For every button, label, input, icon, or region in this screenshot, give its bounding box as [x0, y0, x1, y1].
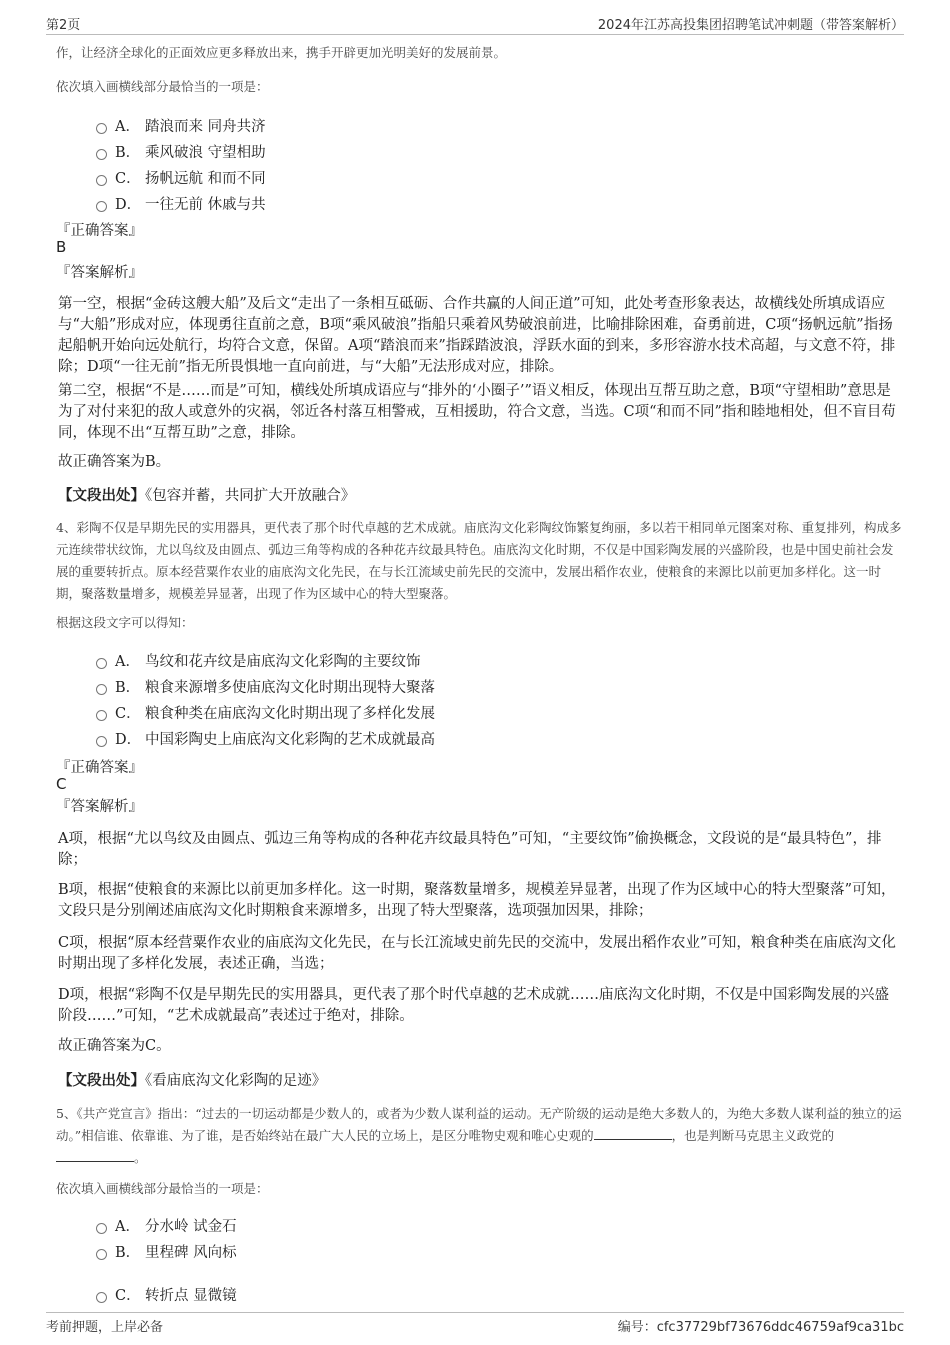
- radio-icon[interactable]: [96, 710, 107, 721]
- page-number: 第2页: [46, 18, 81, 33]
- q3-analysis-para-1: 第一空，根据“金砖这艘大船”及后文“走出了一条相互砥砺、合作共赢的人间正道”可知，此处考查形象表达，故横线处所填成语应与“大船”形成对应，体现勇往直前之意，B项“乘风破浪”指船只乘着风势破浪前进，比喻排除困难，奋勇前进，C项“扬帆远航”指扬起船帆开始向远处航行，均符合文意，保留。A项“踏浪而来”指踩踏波浪，浮跃水面的到来，多形容游水技术高超，与文意不符，排除；D项“一往无前”指无所畏惧地一直向前进，与“大船”无法形成对应，排除。: [58, 296, 896, 375]
- q4-analysis-b: B项，根据“使粮食的来源比以前更加多样化。这一时期，聚落数量增多，规模差异显著，出现了作为区域中心的特大型聚落”可知，文段只是分别阐述庙底沟文化时期粮食来源增多，出现了特大型聚落，选项强加因果，排除；: [58, 882, 896, 919]
- q3-prompt: 依次填入画横线部分最恰当的一项是：: [56, 79, 269, 94]
- q3-intro-tail: 作，让经济全球化的正面效应更多释放出来，携手开辟更加光明美好的发展前景。: [56, 45, 507, 60]
- radio-icon[interactable]: [96, 684, 107, 695]
- q5-option-c[interactable]: C． 转折点 显微镜: [96, 1284, 237, 1305]
- q4-option-d[interactable]: D． 中国彩陶史上庙底沟文化彩陶的艺术成就最高: [96, 728, 435, 749]
- q3-analysis-para-2: 第二空，根据“不是……而是”可知，横线处所填成语应与“排外的‘小圈子’”语义相反，体现出互帮互助之意，B项“守望相助”意思是为了对付来犯的敌人或意外的灾祸，邻近各村落互相警戒，互相援助，符合文意，当选。C项“和而不同”指和睦地相处，但不盲目苟同，体现不出“互帮互助”之意，排除。: [58, 383, 896, 441]
- q3-option-d[interactable]: D． 一往无前 休戚与共: [96, 193, 266, 214]
- q5-option-a[interactable]: A． 分水岭 试金石: [96, 1215, 237, 1236]
- radio-icon[interactable]: [96, 175, 107, 186]
- q4-answer-label: 『正确答案』: [56, 760, 143, 776]
- q5-prompt: 依次填入画横线部分最恰当的一项是：: [56, 1181, 269, 1196]
- q4-analysis-d: D项，根据“彩陶不仅是早期先民的实用器具，更代表了那个时代卓越的艺术成就……庙底沟文化时期，不仅是中国彩陶发展的兴盛阶段……”可知，“艺术成就最高”表述过于绝对，排除。: [58, 987, 890, 1024]
- radio-icon[interactable]: [96, 1249, 107, 1260]
- page-footer: [46, 1312, 904, 1335]
- radio-icon[interactable]: [96, 201, 107, 212]
- q4-option-c[interactable]: C． 粮食种类在庙底沟文化时期出现了多样化发展: [96, 702, 435, 723]
- q4-option-a[interactable]: A． 鸟纹和花卉纹是庙底沟文化彩陶的主要纹饰: [96, 650, 421, 671]
- q3-option-c[interactable]: C． 扬帆远航 和而不同: [96, 167, 266, 188]
- document-title: 2024年江苏高投集团招聘笔试冲刺题（带答案解析）: [597, 18, 904, 33]
- q3-conclusion: 故正确答案为B。: [58, 454, 171, 470]
- radio-icon[interactable]: [96, 1292, 107, 1303]
- radio-icon[interactable]: [96, 736, 107, 747]
- q5-option-b[interactable]: B． 里程碑 风向标: [96, 1241, 237, 1262]
- radio-icon[interactable]: [96, 149, 107, 160]
- q4-prompt: 根据这段文字可以得知：: [56, 615, 194, 630]
- q4-analysis-c: C项，根据“原本经营粟作农业的庙底沟文化先民，在与长江流域史前先民的交流中，发展出稻作农业”可知，粮食种类在庙底沟文化时期出现了多样化发展，表述正确，当选；: [58, 935, 896, 972]
- q3-analysis-label: 『答案解析』: [56, 265, 143, 281]
- q4-source: 【文段出处】《看庙底沟文化彩陶的足迹》: [58, 1072, 327, 1089]
- q3-answer: B: [56, 238, 67, 256]
- answer-blank: [56, 1148, 134, 1162]
- q4-option-b[interactable]: B． 粮食来源增多使庙底沟文化时期出现特大聚落: [96, 676, 435, 697]
- q3-source: 【文段出处】《包容并蓄，共同扩大开放融合》: [58, 487, 356, 504]
- q3-option-b[interactable]: B． 乘风破浪 守望相助: [96, 141, 266, 162]
- q3-option-a[interactable]: A． 踏浪而来 同舟共济: [96, 115, 266, 136]
- q4-analysis-a: A项，根据“尤以鸟纹及由圆点、弧边三角等构成的各种花卉纹最具特色”可知，“主要纹饰”偷换概念，文段说的是“最具特色”，排除；: [58, 831, 882, 868]
- footer-slogan: 考前押题，上岸必备: [46, 1320, 164, 1335]
- radio-icon[interactable]: [96, 123, 107, 134]
- radio-icon[interactable]: [96, 658, 107, 669]
- q4-analysis-label: 『答案解析』: [56, 799, 143, 815]
- q3-answer-label: 『正确答案』: [56, 223, 143, 239]
- page-header: [46, 10, 904, 35]
- q4-answer: C: [56, 775, 67, 793]
- document-id: 编号：cfc37729bf73676ddc46759af9ca31bc: [617, 1320, 904, 1335]
- radio-icon[interactable]: [96, 1223, 107, 1234]
- q4-conclusion: 故正确答案为C。: [58, 1038, 171, 1054]
- answer-blank: [594, 1126, 672, 1140]
- q4-stem: 4、彩陶不仅是早期先民的实用器具，更代表了那个时代卓越的艺术成就。庙底沟文化彩陶纹饰繁复绚丽，多以若干相同单元图案对称、重复排列，构成多元连续带状纹饰，尤以鸟纹及由圆点、弧边三角等构成的各种花卉纹最具特色。庙底沟文化时期，不仅是中国彩陶发展的兴盛阶段，也是中国史前社会发展的重要转折点。原本经营粟作农业的庙底沟文化先民，在与长江流域史前先民的交流中，发展出稻作农业，使粮食的来源比以前更加多样化。这一时期，聚落数量增多，规模差异显著，出现了作为区域中心的特大型聚落。: [56, 520, 902, 601]
- q5-stem: 5、《共产党宣言》指出：“过去的一切运动都是少数人的，或者为少数人谋利益的运动。无产阶级的运动是绝大多数人的，为绝大多数人谋利益的独立的运动。”相信谁、依靠谁、为了谁，是否始终站在最广大人民的立场上，是区分唯物史观和唯心史观的 ，也是判断马克思主义政党的。: [56, 1106, 902, 1165]
